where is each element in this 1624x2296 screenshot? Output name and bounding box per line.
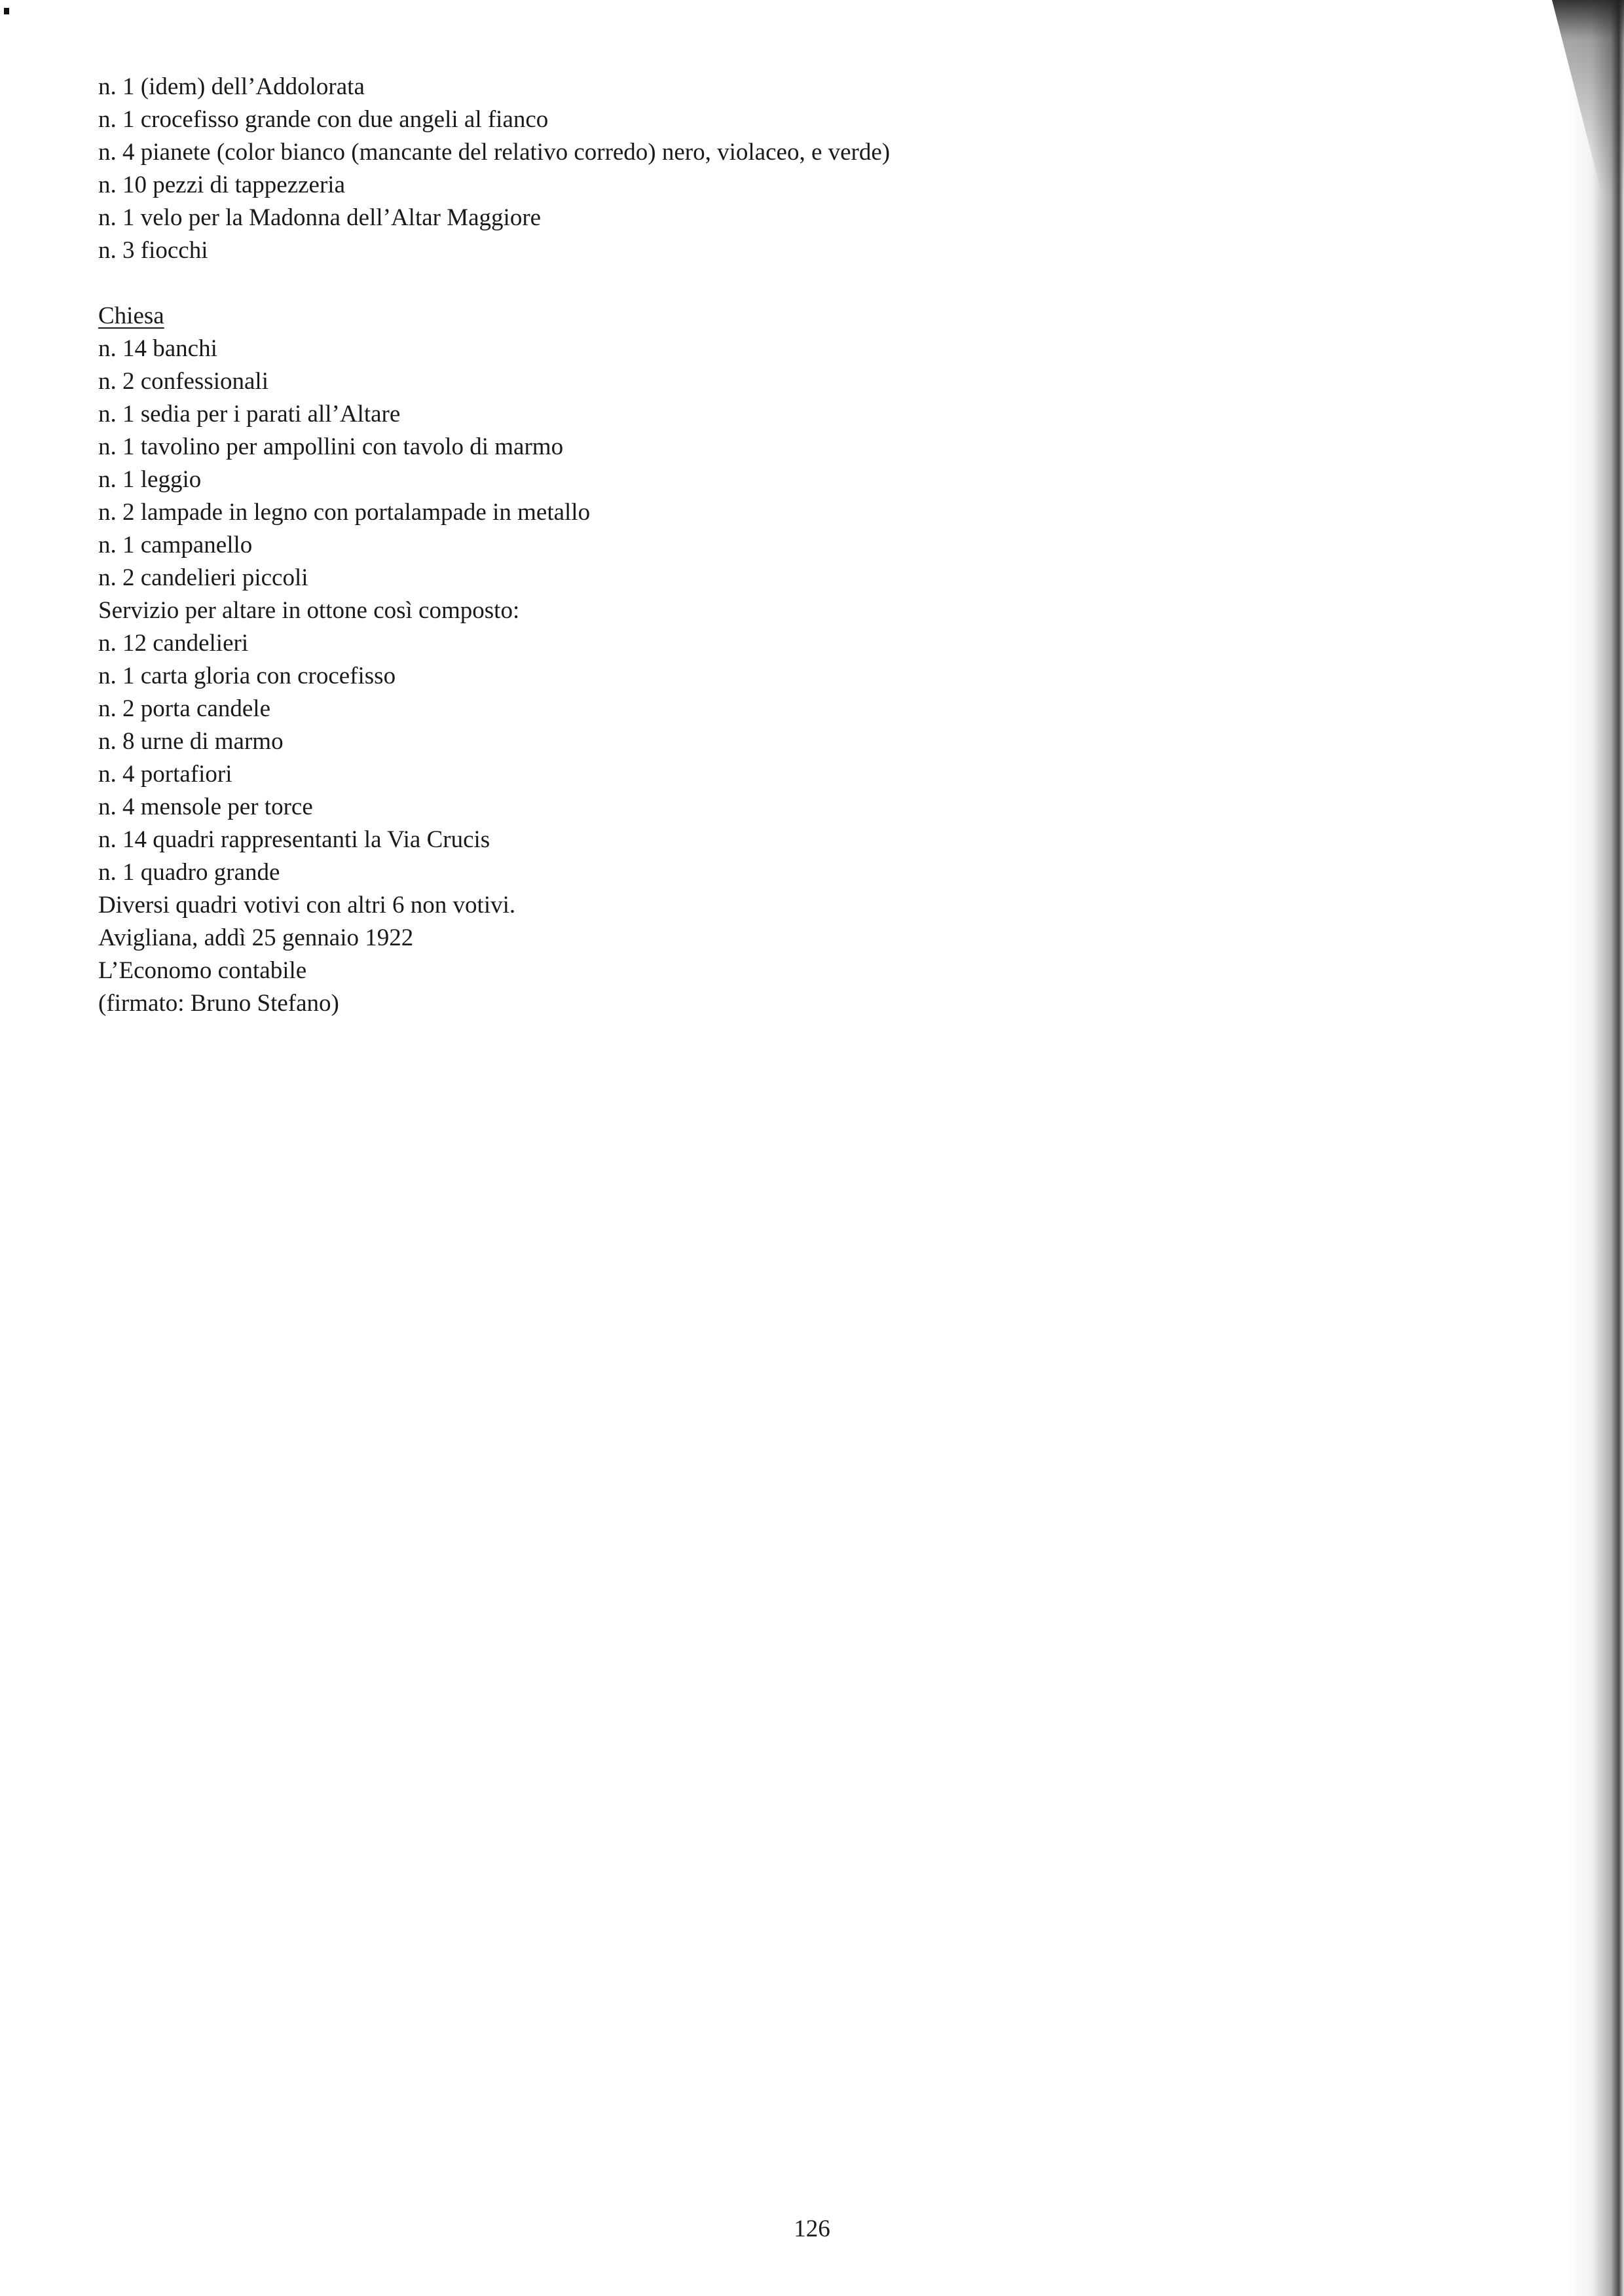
scan-binding-edge bbox=[1565, 0, 1624, 2296]
section-heading: Chiesa bbox=[98, 302, 164, 329]
list-item: n. 14 banchi bbox=[98, 335, 217, 362]
list-item: n. 4 pianete (color bianco (mancante del relativo corredo) nero, violaceo, e verde) bbox=[98, 139, 891, 166]
list-item: n. 1 velo per la Madonna dell’Altar Maggiore bbox=[98, 204, 542, 231]
list-item: n. 10 pezzi di tappezzeria bbox=[98, 172, 345, 198]
list-item: n. 1 crocefisso grande con due angeli al fianco bbox=[98, 106, 549, 133]
list-item: n. 1 tavolino per ampollini con tavolo di marmo bbox=[98, 433, 564, 460]
list-item: n. 1 sedia per i parati all’Altare bbox=[98, 401, 401, 428]
list-item: n. 1 campanello bbox=[98, 532, 253, 558]
list-item: n. 12 candelieri bbox=[98, 630, 249, 657]
date-line: Avigliana, addì 25 gennaio 1922 bbox=[98, 924, 414, 951]
list-item: n. 2 lampade in legno con portalampade in metallo bbox=[98, 499, 591, 526]
section-spacer bbox=[98, 267, 1342, 300]
list-item: n. 1 quadro grande bbox=[98, 859, 280, 886]
list-item: n. 8 urne di marmo bbox=[98, 728, 284, 755]
list-item: n. 1 carta gloria con crocefisso bbox=[98, 663, 396, 689]
list-item: n. 1 leggio bbox=[98, 466, 202, 493]
list-item: n. 1 (idem) dell’Addolorata bbox=[98, 73, 365, 100]
signatory-title: L’Economo contabile bbox=[98, 957, 307, 984]
list-item: n. 14 quadri rappresentanti la Via Crucis bbox=[98, 826, 490, 853]
list-item: Diversi quadri votivi con altri 6 non votivi. bbox=[98, 892, 516, 919]
document-body bbox=[98, 71, 1342, 1020]
list-item: n. 2 candelieri piccoli bbox=[98, 564, 308, 591]
list-item: n. 4 portafiori bbox=[98, 761, 232, 788]
page-number: 126 bbox=[794, 2215, 830, 2242]
inventory-list-top bbox=[98, 71, 1342, 267]
signature-note: (firmato: Bruno Stefano) bbox=[98, 990, 339, 1017]
list-item: n. 3 fiocchi bbox=[98, 237, 208, 264]
list-item: n. 2 porta candele bbox=[98, 695, 270, 722]
list-item: n. 4 mensole per torce bbox=[98, 793, 313, 820]
list-item: n. 2 confessionali bbox=[98, 368, 268, 395]
inventory-list-chiesa bbox=[98, 333, 1342, 1020]
list-item: Servizio per altare in ottone così composto: bbox=[98, 597, 520, 624]
scan-mark bbox=[4, 8, 9, 14]
